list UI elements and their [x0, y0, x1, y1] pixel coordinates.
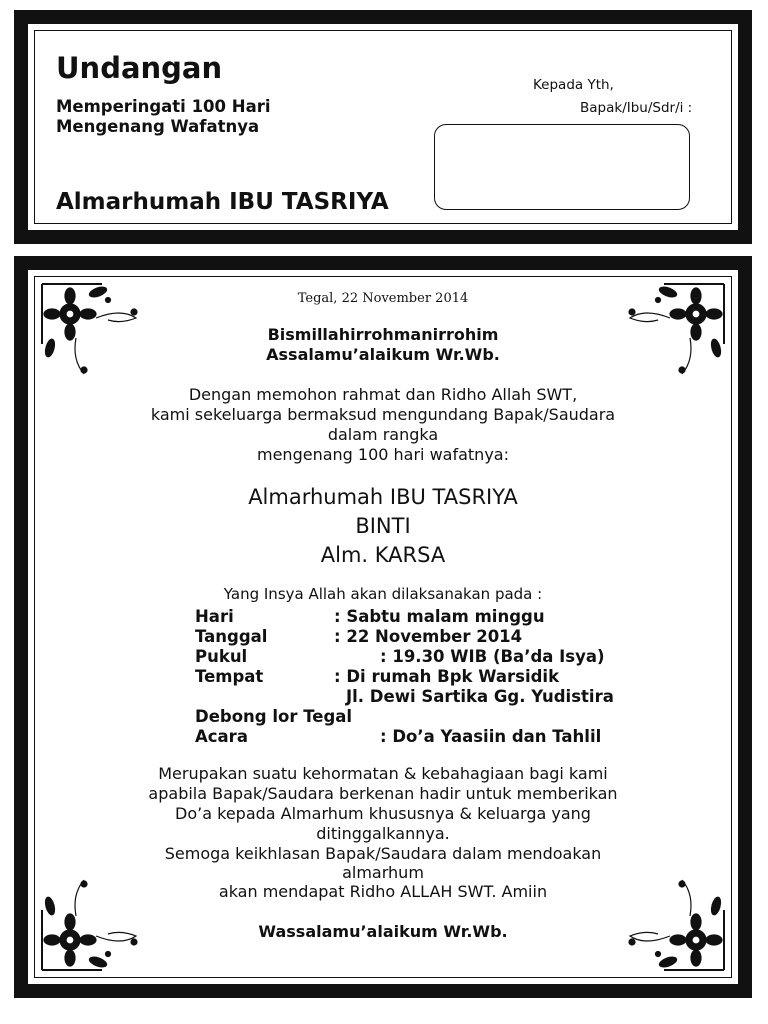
- detail-value-tanggal: : 22 November 2014: [334, 627, 523, 646]
- invitation-card: [14, 256, 752, 998]
- detail-value-tempat: : Di rumah Bpk Warsidik: [334, 667, 560, 686]
- recipient-label: Kepada Yth,: [533, 77, 614, 93]
- intro-line-2: kami sekeluarga bermaksud mengundang Bapak/Saudara: [150, 405, 616, 424]
- detail-value-acara: : Do’a Yaasiin dan Tahlil: [380, 727, 602, 746]
- envelope-line-1: Memperingati 100 Hari: [56, 97, 271, 116]
- detail-label-hari: Hari: [195, 607, 234, 626]
- closing-line-5: Semoga keikhlasan Bapak/Saudara dalam mendoakan: [164, 844, 602, 863]
- detail-address-street: Jl. Dewi Sartika Gg. Yudistira: [346, 687, 614, 706]
- envelope-line-2: Mengenang Wafatnya: [56, 117, 260, 136]
- recipient-sub-label: Bapak/Ibu/Sdr/i :: [580, 100, 693, 116]
- envelope-label: [14, 10, 752, 244]
- detail-address-area: Debong lor Tegal: [195, 707, 353, 726]
- intro-line-3: dalam rangka: [327, 425, 439, 444]
- envelope-deceased-name: Almarhumah IBU TASRIYA: [56, 189, 389, 215]
- greeting-salam: Assalamu’alaikum Wr.Wb.: [266, 345, 500, 364]
- deceased-father: Alm. KARSA: [320, 543, 446, 567]
- detail-value-hari: : Sabtu malam minggu: [334, 607, 545, 626]
- place-date: Tegal, 22 November 2014: [297, 291, 469, 306]
- closing-line-3: Do’a kepada Almarhum khususnya & keluarga yang: [175, 804, 591, 823]
- recipient-address-box: [434, 124, 690, 210]
- closing-line-4: ditinggalkannya.: [316, 824, 450, 843]
- intro-line-1: Dengan memohon rahmat dan Ridho Allah SWT,: [188, 385, 578, 404]
- intro-line-4: mengenang 100 hari wafatnya:: [257, 445, 509, 464]
- closing-line-6: almarhum: [342, 863, 424, 882]
- farewell-salam: Wassalamu’alaikum Wr.Wb.: [258, 922, 508, 941]
- greeting-bismillah: Bismillahirrohmanirrohim: [267, 325, 499, 344]
- detail-label-tempat: Tempat: [195, 667, 264, 686]
- detail-label-acara: Acara: [195, 727, 248, 746]
- closing-line-1: Merupakan suatu kehormatan & kebahagiaan bagi kami: [158, 764, 608, 783]
- closing-line-2: apabila Bapak/Saudara berkenan hadir untuk memberikan: [148, 784, 618, 803]
- schedule-intro: Yang Insya Allah akan dilaksanakan pada :: [223, 585, 543, 603]
- detail-label-pukul: Pukul: [195, 647, 248, 666]
- deceased-name: Almarhumah IBU TASRIYA: [248, 485, 518, 509]
- envelope-title: Undangan: [56, 51, 223, 85]
- detail-value-pukul: : 19.30 WIB (Ba’da Isya): [380, 647, 605, 666]
- closing-line-7: akan mendapat Ridho ALLAH SWT. Amiin: [218, 882, 548, 901]
- deceased-binti: BINTI: [355, 514, 411, 538]
- detail-label-tanggal: Tanggal: [195, 627, 268, 646]
